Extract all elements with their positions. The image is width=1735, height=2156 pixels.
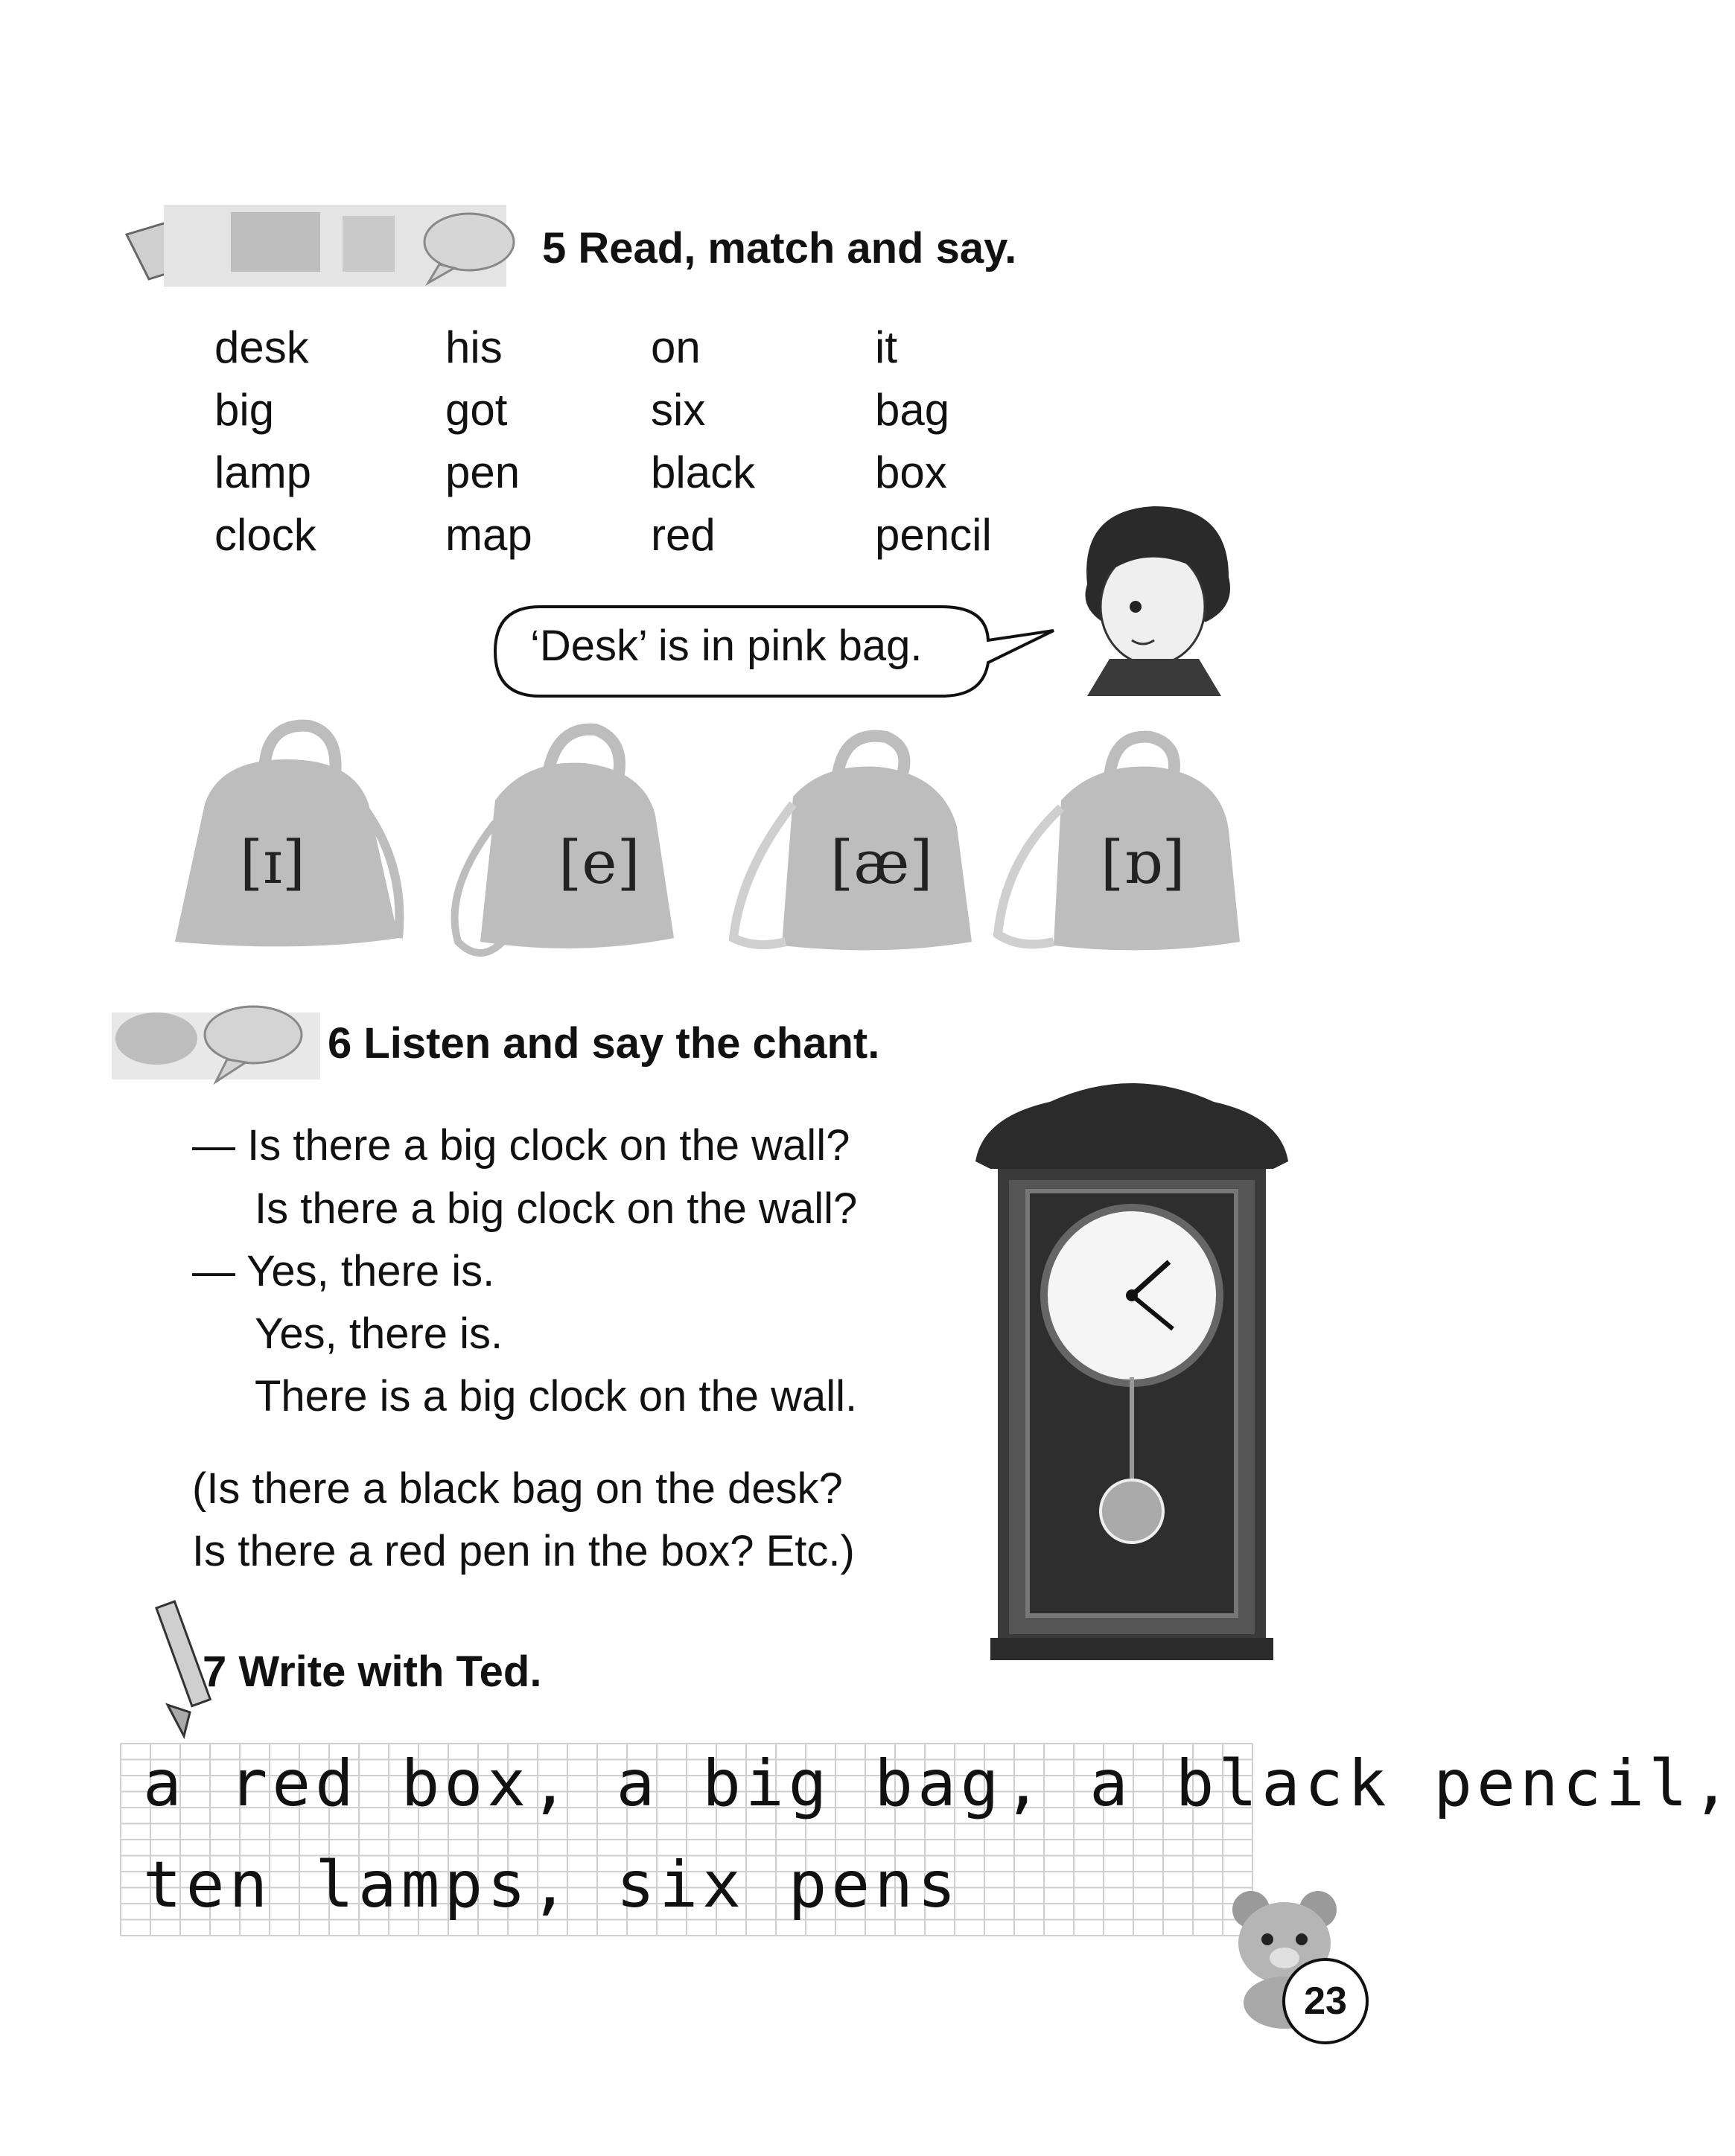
- page-number: 23: [1282, 1958, 1369, 2044]
- handwriting-line: a red box, a big bag, a black pencil,: [143, 1747, 1735, 1821]
- word-cell: lamp: [214, 447, 312, 497]
- bag-label: [æ]: [830, 828, 933, 897]
- pencil-icon: [115, 1601, 197, 1742]
- word-cell: his: [445, 322, 503, 372]
- chant-line: — Is there a big clock on the wall?: [192, 1121, 850, 1170]
- balloon-decoration-icon: [97, 994, 320, 1098]
- word-cell: pencil: [875, 510, 992, 560]
- chant-line: Yes, there is.: [255, 1310, 503, 1358]
- word-cell: six: [651, 385, 706, 435]
- girl-illustration-icon: [1057, 495, 1251, 696]
- word-cell: desk: [214, 322, 309, 372]
- bag-label: [ɒ]: [1101, 828, 1185, 897]
- word-cell: clock: [214, 510, 316, 560]
- word-cell: on: [651, 322, 701, 372]
- word-cell: map: [445, 510, 532, 560]
- word-cell: pen: [445, 447, 520, 497]
- word-cell: big: [214, 385, 275, 435]
- word-cell: got: [445, 385, 508, 435]
- section-5-title: 5 Read, match and say.: [542, 224, 1017, 272]
- bag-label: [e]: [558, 828, 640, 897]
- chant-extra-line: (Is there a black bag on the desk?: [192, 1464, 843, 1513]
- section-6-title: 6 Listen and say the chant.: [328, 1019, 880, 1068]
- chant-line: — Yes, there is.: [192, 1247, 495, 1295]
- word-cell: red: [651, 510, 716, 560]
- word-cell: bag: [875, 385, 950, 435]
- word-cell: it: [875, 322, 897, 372]
- chant-extra-line: Is there a red pen in the box? Etc.): [192, 1527, 855, 1575]
- chant-line: There is a big clock on the wall.: [255, 1372, 858, 1420]
- bag-label: [ɪ]: [240, 828, 306, 897]
- word-cell: black: [651, 447, 756, 497]
- speech-bubble-text: ‘Desk’ is in pink bag.: [530, 622, 923, 670]
- word-cell: box: [875, 447, 947, 497]
- banner-decoration-icon: [119, 190, 536, 302]
- handwriting-line: ten lamps, six pens: [143, 1848, 961, 1922]
- chant-line: Is there a big clock on the wall?: [255, 1184, 858, 1233]
- grandfather-clock-icon: [968, 1065, 1296, 1668]
- section-7-title: 7 Write with Ted.: [203, 1648, 542, 1696]
